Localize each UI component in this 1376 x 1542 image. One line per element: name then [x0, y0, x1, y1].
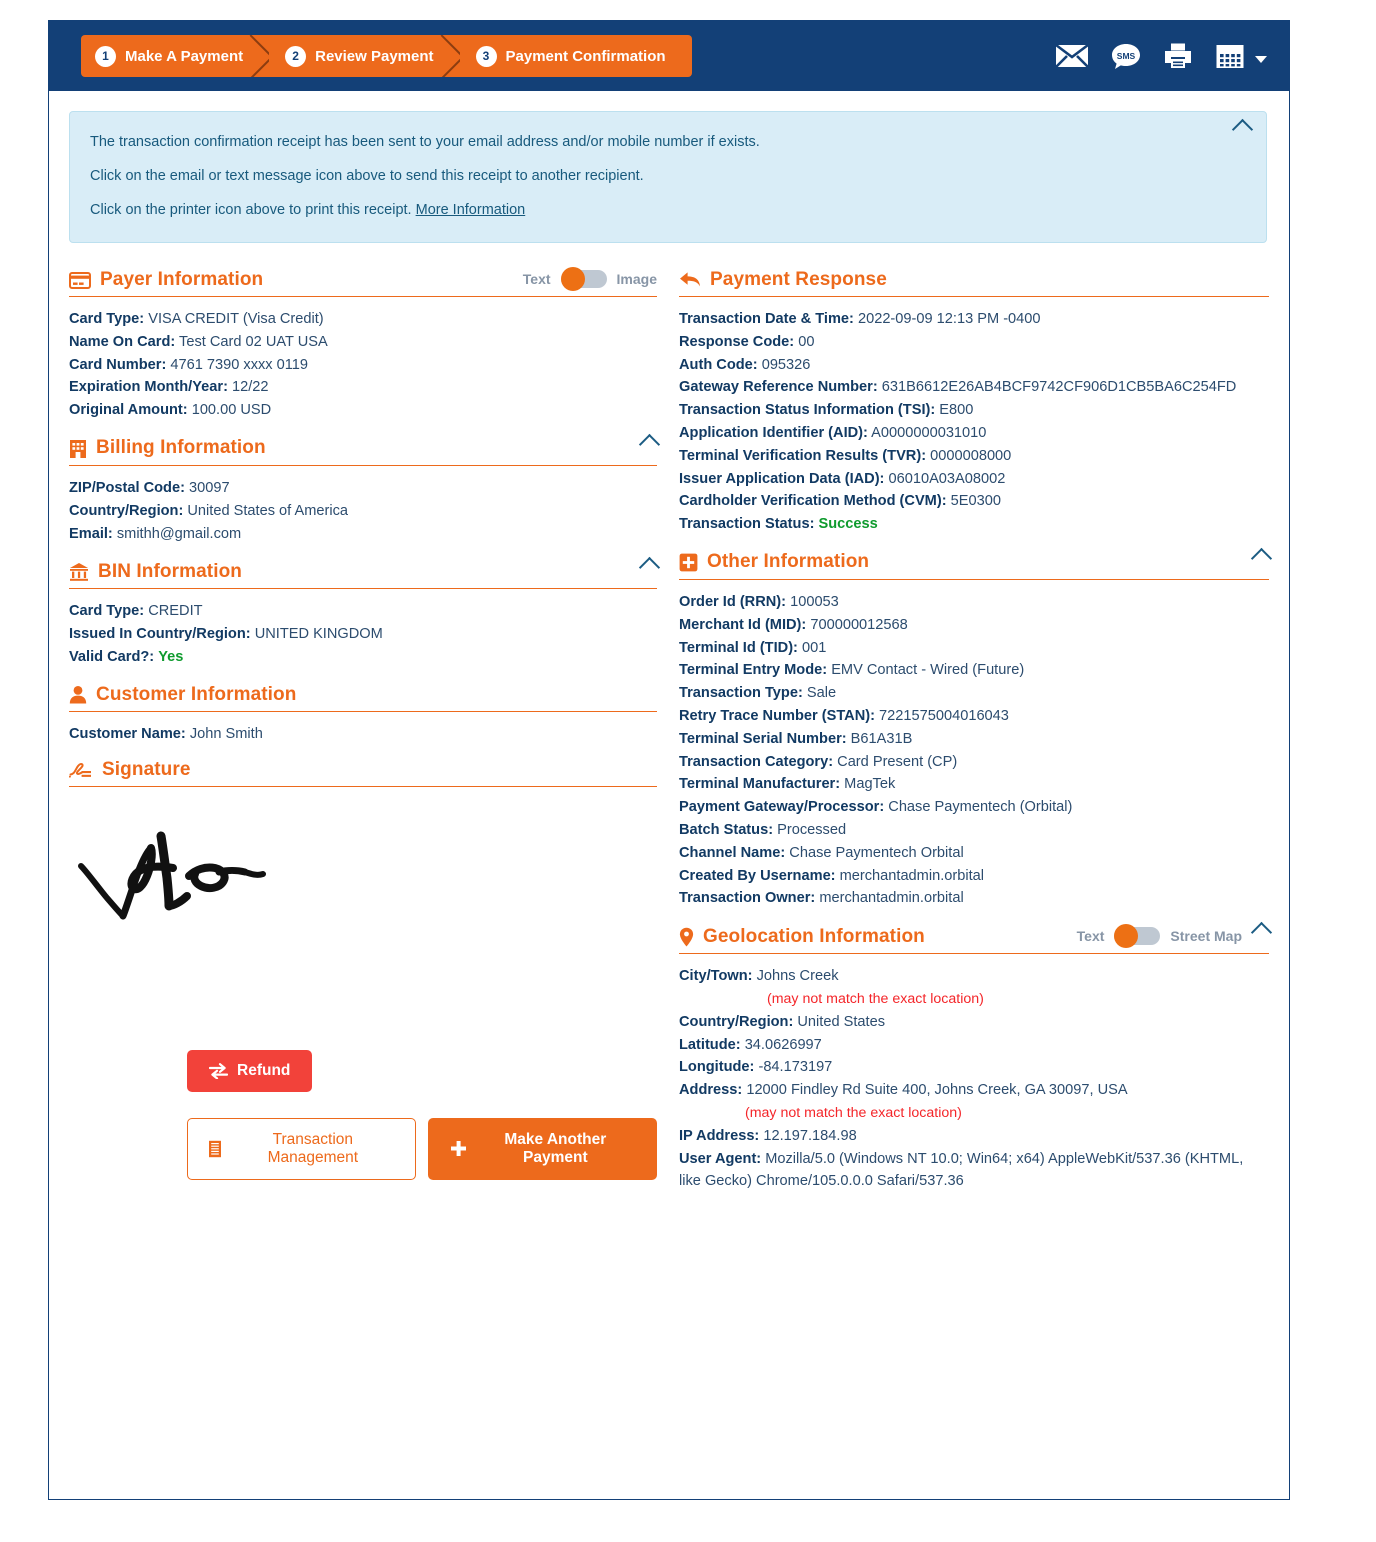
receipt-icon: [208, 1140, 222, 1158]
signature-header: [69, 759, 657, 787]
bin-information-header: [69, 560, 657, 589]
field-row: [679, 1079, 1269, 1102]
field-value: MagTek: [844, 776, 896, 793]
email-icon[interactable]: [1055, 43, 1089, 69]
field-key: Customer Name:: [69, 725, 186, 742]
geolocation-information-title: Geolocation Information: [703, 925, 925, 947]
breadcrumb-step-2-number: 2: [285, 46, 306, 67]
breadcrumb-step-2[interactable]: [269, 35, 459, 77]
reply-arrow-icon: [679, 271, 701, 289]
bank-icon: [69, 562, 89, 581]
field-key: Card Number:: [69, 356, 167, 373]
page-header: [49, 21, 1289, 91]
field-row: [679, 796, 1269, 819]
field-value: 100.00 USD: [191, 402, 272, 419]
refund-button-label: Refund: [237, 1061, 291, 1079]
field-key: Cardholder Verification Method (CVM):: [679, 493, 947, 510]
field-row: [679, 705, 1269, 728]
field-key: Card Type:: [69, 603, 145, 620]
customer-information-section: [69, 684, 657, 746]
breadcrumb-step-2-label: Review Payment: [315, 47, 434, 65]
field-value: United States of America: [187, 502, 348, 519]
field-row: [679, 682, 1269, 705]
field-row: [679, 965, 1269, 988]
field-value: Johns Creek: [756, 968, 839, 985]
field-row: [679, 614, 1269, 637]
billing-information-fields: [69, 477, 657, 545]
other-information-fields: [679, 591, 1269, 910]
field-value: 12/22: [232, 379, 269, 396]
field-value: 095326: [761, 356, 811, 373]
field-value: Chase Paymentech (Orbital): [888, 799, 1073, 816]
field-row: [679, 331, 1269, 354]
field-row: [679, 637, 1269, 660]
field-value: Yes: [158, 648, 184, 665]
field-value: 631B6612E26AB4BCF9742CF906D1CB5BA6C254FD: [881, 379, 1237, 396]
payment-response-fields: [679, 308, 1269, 536]
field-key: Transaction Status Information (TSI):: [679, 402, 936, 419]
field-row: [69, 477, 657, 500]
field-value: Card Present (CP): [837, 753, 958, 770]
field-key: Issued In Country/Region:: [69, 626, 251, 643]
field-row: [69, 376, 657, 399]
payer-information-title: Payer Information: [100, 269, 264, 290]
field-value: 0000008000: [930, 447, 1012, 464]
details-columns: [49, 243, 1289, 1193]
calendar-icon[interactable]: [1215, 42, 1245, 70]
field-key: Terminal Verification Results (TVR):: [679, 447, 927, 464]
field-key: Auth Code:: [679, 356, 758, 373]
field-value: EMV Contact - Wired (Future): [831, 662, 1025, 679]
geolocation-toggle-switch[interactable]: [1114, 927, 1160, 945]
field-value: 12.197.184.98: [763, 1127, 857, 1144]
field-key: Channel Name:: [679, 844, 786, 861]
field-row: [679, 308, 1269, 331]
refund-button-row: [69, 1050, 657, 1092]
field-row: [69, 331, 657, 354]
field-value: -84.173197: [758, 1059, 833, 1076]
field-row: [679, 887, 1269, 910]
banner-line-2: Click on the email or text message icon above to send this receipt to another recipient.: [90, 168, 644, 184]
signature-image: [69, 798, 657, 964]
person-icon: [69, 685, 87, 704]
field-key: Original Amount:: [69, 402, 188, 419]
plus-box-icon: [679, 553, 698, 572]
banner-collapse-toggle[interactable]: [1235, 122, 1250, 142]
field-row: [679, 1034, 1269, 1057]
signature-icon: [69, 761, 93, 778]
bin-information-section: [69, 560, 657, 668]
field-row: [69, 646, 657, 669]
field-key: Card Type:: [69, 311, 145, 327]
field-value: UNITED KINGDOM: [254, 626, 383, 643]
field-value: Processed: [777, 821, 847, 838]
svg-text:SMS: SMS: [1116, 50, 1136, 61]
field-key: Latitude:: [679, 1036, 741, 1053]
field-value: Chase Paymentech Orbital: [789, 844, 964, 861]
geolocation-information-fields: [679, 965, 1269, 1193]
field-key: Terminal Serial Number:: [679, 730, 847, 747]
field-row: [69, 723, 657, 746]
field-key: Transaction Date & Time:: [679, 311, 854, 327]
content-card: [48, 20, 1290, 1500]
exchange-icon: [209, 1063, 228, 1079]
make-another-payment-button-label: Make Another Payment: [504, 1130, 607, 1166]
payer-information-section: [69, 269, 657, 422]
field-key: Expiration Month/Year:: [69, 379, 228, 396]
field-row: [679, 865, 1269, 888]
field-value: 00: [798, 333, 815, 350]
breadcrumb-step-1-label: Make A Payment: [125, 47, 244, 65]
billing-collapse-toggle[interactable]: [642, 437, 657, 457]
field-value: Mozilla/5.0 (Windows NT 10.0; Win64; x64) AppleWebKit/537.36 (KHTML, like Gecko) Chrome/105.0.0.0 Safari/537.36: [679, 1150, 1244, 1190]
plus-icon: [450, 1140, 467, 1157]
field-value: Test Card 02 UAT USA: [179, 333, 328, 350]
field-row: [679, 354, 1269, 377]
right-column: [669, 269, 1269, 1193]
customer-information-fields: [69, 723, 657, 746]
field-row: [679, 842, 1269, 865]
breadcrumb-step-1-number: 1: [95, 46, 116, 67]
sms-icon[interactable]: [1111, 43, 1141, 70]
field-value: 001: [801, 639, 827, 656]
field-key: User Agent:: [679, 1150, 762, 1167]
field-value: 700000012568: [810, 616, 908, 633]
field-key: City/Town:: [679, 968, 753, 985]
field-key: Terminal Entry Mode:: [679, 662, 828, 679]
billing-information-title: Billing Information: [96, 437, 266, 459]
field-key: ZIP/Postal Code:: [69, 479, 185, 496]
field-row: [679, 422, 1269, 445]
field-row: [679, 490, 1269, 513]
field-key: Issuer Application Data (IAD):: [679, 470, 885, 487]
city-location-disclaimer: (may not match the exact location): [767, 990, 984, 1007]
field-row: [679, 1011, 1269, 1034]
other-information-title: Other Information: [707, 551, 870, 573]
field-value: smithh@gmail.com: [116, 525, 242, 542]
banner-line-3-text: Click on the printer icon above to print this receipt.: [90, 202, 412, 218]
payment-response-section: [679, 269, 1269, 536]
bin-information-title: BIN Information: [98, 560, 242, 582]
field-value: VISA CREDIT (Visa Credit): [148, 311, 324, 327]
billing-information-header: [69, 437, 657, 466]
field-value: 4761 7390 xxxx 0119: [170, 356, 309, 373]
field-key: IP Address:: [679, 1127, 760, 1144]
field-row: [69, 623, 657, 646]
field-key: Merchant Id (MID):: [679, 616, 807, 633]
payment-response-header: [679, 269, 1269, 297]
payment-response-title: Payment Response: [710, 269, 887, 290]
field-key: Valid Card?:: [69, 648, 155, 665]
field-key: Transaction Status:: [679, 516, 815, 533]
field-key: Response Code:: [679, 333, 795, 350]
field-row: [679, 445, 1269, 468]
field-value: 100053: [790, 593, 839, 610]
more-information-link[interactable]: More Information: [415, 202, 526, 218]
field-value: 06010A03A08002: [888, 470, 1006, 487]
footer-button-row: [69, 1118, 657, 1180]
field-value: E800: [939, 402, 974, 419]
field-row: [679, 1125, 1269, 1148]
bin-information-fields: [69, 600, 657, 668]
geolocation-text-map-toggle[interactable]: [1077, 927, 1242, 945]
field-key: Order Id (RRN):: [679, 593, 787, 610]
breadcrumb-step-1[interactable]: [81, 35, 269, 77]
field-value: 12000 Findley Rd Suite 400, Johns Creek, GA 30097, USA: [746, 1082, 1128, 1099]
field-value: merchantadmin.orbital: [819, 890, 964, 907]
breadcrumb-arrow-icon: [439, 35, 461, 77]
field-key: Name On Card:: [69, 333, 176, 350]
signature-title: Signature: [102, 758, 191, 780]
field-value: CREDIT: [148, 603, 203, 620]
banner-line-3: [90, 202, 1238, 218]
banner-line-1: The transaction confirmation receipt has been sent to your email address and/or mobile number if exists.: [90, 134, 760, 150]
refund-button[interactable]: [187, 1050, 312, 1092]
field-value: United States: [797, 1013, 885, 1030]
field-value: 30097: [189, 479, 230, 496]
building-icon: [69, 439, 87, 458]
field-key: Terminal Id (TID):: [679, 639, 798, 656]
geolocation-information-header: [679, 925, 1269, 954]
geolocation-toggle-left-label: Text: [1076, 927, 1105, 944]
field-value: John Smith: [189, 725, 263, 742]
field-key: Gateway Reference Number:: [679, 379, 878, 396]
field-key: Transaction Owner:: [679, 890, 816, 907]
field-row: [679, 399, 1269, 422]
breadcrumb-arrow-icon: [248, 35, 270, 77]
breadcrumb: [81, 35, 692, 77]
field-row: [69, 308, 657, 331]
field-value: B61A31B: [850, 730, 913, 747]
payer-text-image-toggle[interactable]: [523, 270, 657, 288]
field-value: A0000000031010: [871, 424, 987, 441]
field-key: Country/Region:: [679, 1013, 794, 1030]
breadcrumb-step-3-number: 3: [476, 46, 497, 67]
header-icon-group: [1055, 42, 1267, 70]
field-row: [679, 1056, 1269, 1079]
field-row: [69, 523, 657, 546]
field-row: [69, 600, 657, 623]
field-key: Transaction Type:: [679, 685, 803, 702]
field-key: Transaction Category:: [679, 753, 834, 770]
field-row: [69, 399, 657, 422]
other-information-header: [679, 551, 1269, 580]
bin-collapse-toggle[interactable]: [642, 560, 657, 580]
chevron-down-icon[interactable]: [1255, 56, 1267, 63]
field-row: [679, 659, 1269, 682]
field-value: Sale: [806, 685, 837, 702]
field-key: Address:: [679, 1082, 743, 1099]
field-value: 2022-09-09 12:13 PM -0400: [857, 311, 1041, 327]
other-information-collapse-toggle[interactable]: [1254, 551, 1269, 571]
credit-card-icon: [69, 272, 91, 289]
payer-information-fields: [69, 308, 657, 422]
field-row: [679, 728, 1269, 751]
geolocation-information-section: [679, 925, 1269, 1193]
field-value: 5E0300: [950, 493, 1001, 510]
billing-information-section: [69, 437, 657, 545]
field-value: 7221575004016043: [879, 707, 1009, 724]
field-key: Terminal Manufacturer:: [679, 776, 841, 793]
field-row: [679, 819, 1269, 842]
breadcrumb-step-3[interactable]: [460, 35, 692, 77]
customer-information-title: Customer Information: [96, 683, 297, 705]
transaction-management-button[interactable]: [187, 1118, 416, 1180]
field-key: Country/Region:: [69, 502, 184, 519]
field-key: Retry Trace Number (STAN):: [679, 707, 875, 724]
left-column: [69, 269, 669, 1193]
field-row: [69, 500, 657, 523]
field-key: Email:: [69, 525, 113, 542]
other-information-section: [679, 551, 1269, 910]
map-pin-icon: [679, 927, 694, 947]
field-value: Success: [818, 516, 878, 533]
geolocation-toggle-right-label: Street Map: [1170, 927, 1242, 944]
field-row: [69, 354, 657, 377]
field-row: [679, 751, 1269, 774]
payer-toggle-left-label: Text: [522, 271, 551, 287]
field-key: Payment Gateway/Processor:: [679, 799, 885, 816]
payer-toggle-right-label: Image: [616, 271, 657, 287]
make-another-payment-button[interactable]: [428, 1118, 657, 1180]
field-row: [679, 376, 1269, 399]
geolocation-collapse-toggle[interactable]: [1254, 925, 1269, 945]
customer-information-header: [69, 684, 657, 712]
field-key: Created By Username:: [679, 867, 836, 884]
payer-toggle-switch[interactable]: [561, 270, 607, 288]
transaction-management-button-label: Transaction Management: [267, 1130, 359, 1166]
printer-icon[interactable]: [1163, 42, 1193, 70]
field-row: [679, 773, 1269, 796]
signature-section: [69, 759, 657, 964]
field-row: [679, 468, 1269, 491]
field-row: [679, 513, 1269, 536]
info-banner: [69, 111, 1267, 243]
field-key: Application Identifier (AID):: [679, 424, 868, 441]
field-value: merchantadmin.orbital: [839, 867, 984, 884]
field-value: 34.0626997: [744, 1036, 822, 1053]
field-key: Batch Status:: [679, 821, 774, 838]
field-row: [679, 591, 1269, 614]
breadcrumb-step-3-label: Payment Confirmation: [505, 47, 666, 65]
field-row: [679, 1148, 1269, 1194]
address-location-disclaimer: (may not match the exact location): [745, 1104, 962, 1121]
field-key: Longitude:: [679, 1059, 755, 1076]
payer-information-header: [69, 269, 657, 297]
